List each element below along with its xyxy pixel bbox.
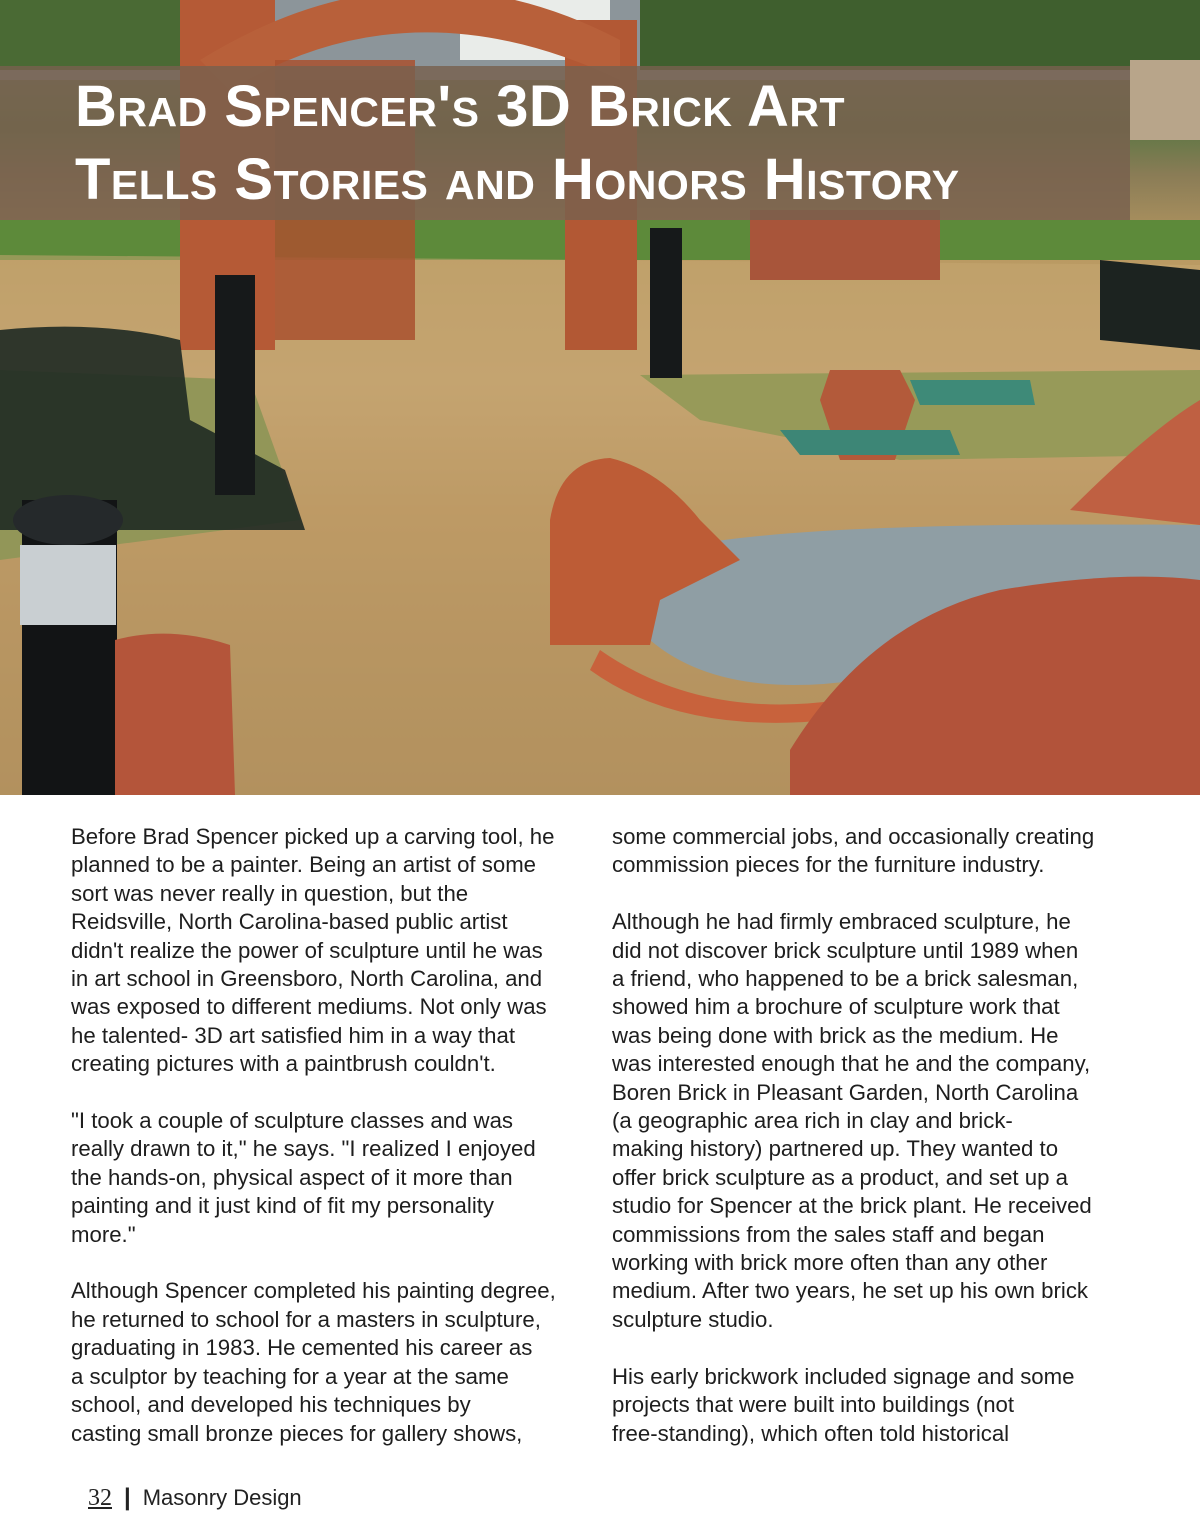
left-column	[71, 823, 591, 1476]
page-number: 32	[88, 1484, 112, 1511]
paragraph: Although Spencer completed his painting degree, he returned to school for a masters in sculpture, graduating in 1983. He cemented his career as a sculptor by teaching for a year at the same school, and developed his techniques by casting small bronze pieces for gallery shows,	[71, 1278, 556, 1446]
paragraph: Although he had firmly embraced sculpture, he did not discover brick sculpture until 1989 when a friend, who happened to be a brick salesman, showed him a brochure of sculpture work that was being done with brick as the medium. He was interested enough that he and the company, Boren Brick in Pleasant Garden, North Carolina (a geographic area rich in clay and brick- making history) partnered up. They wanted to offer brick sculpture as a product, and set up a studio for Spencer at the brick plant. He received commissions from the sales staff and began working with brick more often than any other medium. After two years, he set up his own brick sculpture studio.	[612, 909, 1092, 1332]
paragraph: Before Brad Spencer picked up a carving tool, he planned to be a painter. Being an artist of some sort was never really in question, but the Reidsville, North Carolina-based public artist didn't realize the power of sculpture until he was in art school in Greensboro, North Carolina, and was exposed to different mediums. Not only was he talented- 3D art satisfied him in a way that creating pictures with a paintbrush couldn't.	[71, 824, 555, 1077]
paragraph: "I took a couple of sculpture classes and was really drawn to it," he says. "I realized I enjoyed the hands-on, physical aspect of it more than painting and it just kind of fit my personality more."	[71, 1108, 536, 1247]
title-line-2: Tells Stories and Honors History	[75, 147, 960, 212]
title-line-1: Brad Spencer's 3D Brick Art	[75, 74, 845, 139]
page-footer	[88, 1482, 302, 1514]
article-title	[75, 70, 960, 216]
magazine-name: Masonry Design	[142, 1485, 302, 1510]
paragraph: His early brickwork included signage and some projects that were built into buildings (not free-standing), which often told historical	[612, 1363, 1075, 1446]
paragraph: some commercial jobs, and occasionally creating commission pieces for the furniture industry.	[612, 824, 1095, 878]
right-column	[612, 823, 1132, 1476]
footer-separator: |	[124, 1484, 131, 1511]
